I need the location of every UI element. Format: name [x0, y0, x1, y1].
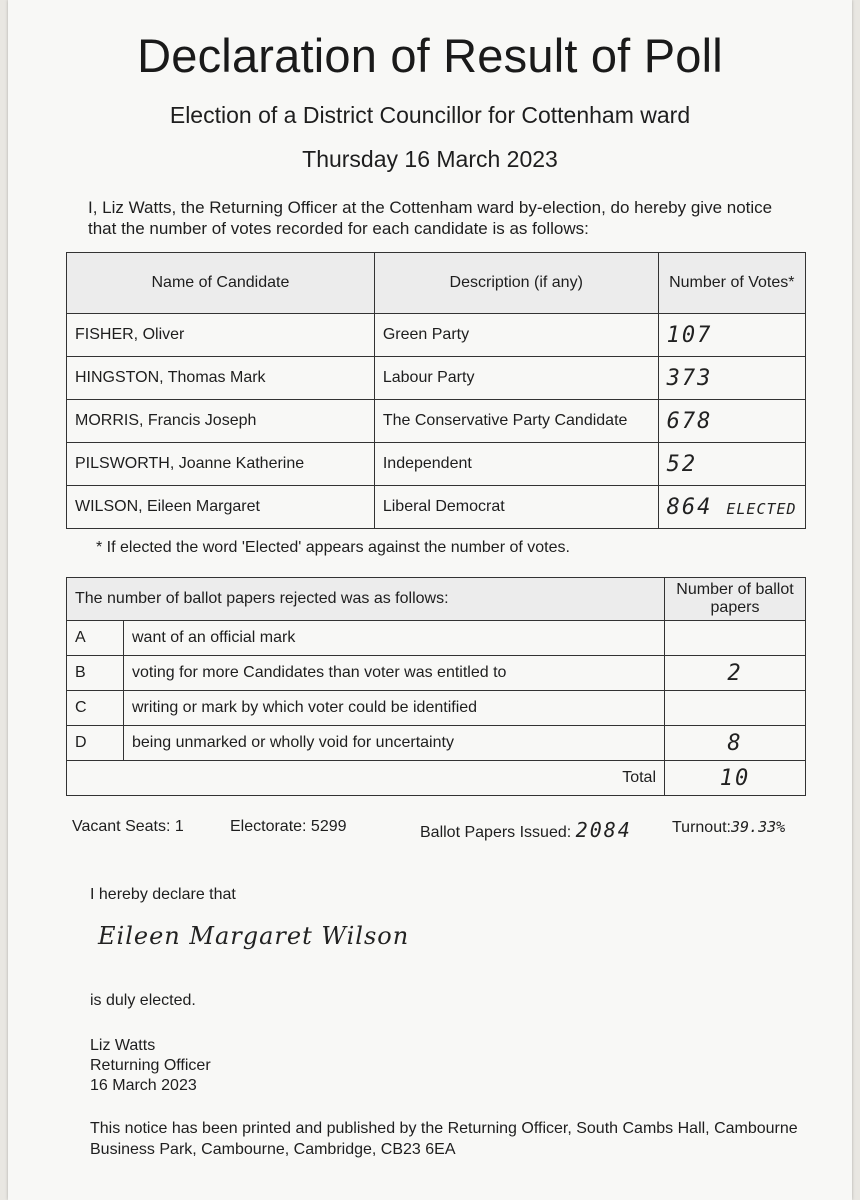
candidate-votes: 678	[666, 408, 713, 434]
vacant-seats: Vacant Seats: 1	[72, 818, 184, 835]
candidate-description: Green Party	[374, 314, 658, 357]
rejected-total-row	[67, 761, 806, 796]
table-row	[67, 486, 806, 529]
candidate-description: Labour Party	[374, 357, 658, 400]
rejected-count: 8	[665, 726, 806, 761]
ballot-papers-label: Ballot Papers Issued:	[420, 824, 572, 841]
page-title: Declaration of Result of Poll	[137, 29, 723, 82]
election-date: Thursday 16 March 2023	[302, 146, 558, 172]
rejected-count: 2	[665, 656, 806, 691]
elected-name-handwritten: Eileen Margaret Wilson	[98, 922, 410, 950]
candidate-description: Independent	[374, 443, 658, 486]
officer-name: Liz Watts	[90, 1037, 156, 1054]
rejected-table-header	[67, 578, 806, 621]
turnout	[672, 818, 785, 837]
table-row	[67, 400, 806, 443]
table-row	[67, 621, 806, 656]
rejected-letter: C	[67, 691, 124, 726]
notice-sheet	[8, 0, 852, 1200]
candidate-table-header	[67, 253, 806, 314]
ballot-papers-value: 2084	[575, 818, 632, 842]
table-row	[67, 443, 806, 486]
candidate-votes: 864	[666, 494, 713, 520]
elected-mark: ELECTED	[726, 499, 797, 518]
header-candidate-name: Name of Candidate	[67, 253, 375, 314]
candidate-name: WILSON, Eileen Margaret	[67, 486, 375, 529]
rejected-count	[665, 691, 806, 726]
rejected-header: The number of ballot papers rejected was as follows:	[67, 578, 665, 621]
rejected-letter: B	[67, 656, 124, 691]
candidate-votes-cell	[658, 443, 805, 486]
candidate-votes-cell	[658, 314, 805, 357]
rejected-count	[665, 621, 806, 656]
rejected-ballots-table	[66, 577, 806, 796]
rejected-reason: want of an official mark	[124, 621, 665, 656]
intro-paragraph: I, Liz Watts, the Returning Officer at the Cottenham ward by-election, do hereby give notice that the number of votes recorded for each candidate is as follows:	[88, 198, 773, 238]
returning-officer-block	[90, 1036, 211, 1096]
publication-notice: This notice has been printed and published by the Returning Officer, South Cambs Hall, Cambourne Business Park, Cambourne, Cambridge, CB23 6EA	[90, 1120, 798, 1158]
candidate-description: Liberal Democrat	[374, 486, 658, 529]
candidate-name: MORRIS, Francis Joseph	[67, 400, 375, 443]
table-row	[67, 691, 806, 726]
ballot-papers-issued	[420, 818, 632, 842]
candidate-name: HINGSTON, Thomas Mark	[67, 357, 375, 400]
turnout-label: Turnout:	[672, 819, 731, 836]
turnout-value: 39.33%	[731, 818, 786, 836]
officer-role: Returning Officer	[90, 1057, 211, 1074]
rejected-reason: voting for more Candidates than voter was entitled to	[124, 656, 665, 691]
duly-elected-line: is duly elected.	[90, 992, 196, 1009]
rejected-reason: being unmarked or wholly void for uncertainty	[124, 726, 665, 761]
table-row	[67, 726, 806, 761]
electorate: Electorate: 5299	[230, 818, 347, 835]
election-subtitle: Election of a District Councillor for Cottenham ward	[169, 102, 691, 128]
candidate-name: PILSWORTH, Joanne Katherine	[67, 443, 375, 486]
table-row	[67, 357, 806, 400]
candidate-table	[66, 252, 806, 529]
candidate-votes: 52	[666, 451, 698, 477]
rejected-reason: writing or mark by which voter could be identified	[124, 691, 665, 726]
header-votes: Number of Votes*	[658, 253, 805, 314]
header-description: Description (if any)	[374, 253, 658, 314]
total-label: Total	[67, 761, 665, 796]
rejected-letter: D	[67, 726, 124, 761]
declaration-line: I hereby declare that	[90, 886, 236, 903]
votes-footnote: * If elected the word 'Elected' appears against the number of votes.	[96, 539, 570, 556]
rejected-total: 10	[665, 761, 806, 796]
candidate-votes-cell	[658, 486, 805, 529]
table-row	[67, 656, 806, 691]
candidate-name: FISHER, Oliver	[67, 314, 375, 357]
candidate-votes: 373	[666, 365, 713, 391]
candidate-votes-cell	[658, 357, 805, 400]
candidate-votes: 107	[666, 322, 713, 348]
table-row	[67, 314, 806, 357]
candidate-votes-cell	[658, 400, 805, 443]
officer-date: 16 March 2023	[90, 1077, 197, 1094]
rejected-letter: A	[67, 621, 124, 656]
candidate-description: The Conservative Party Candidate	[374, 400, 658, 443]
rejected-count-header: Number of ballot papers	[665, 578, 806, 621]
